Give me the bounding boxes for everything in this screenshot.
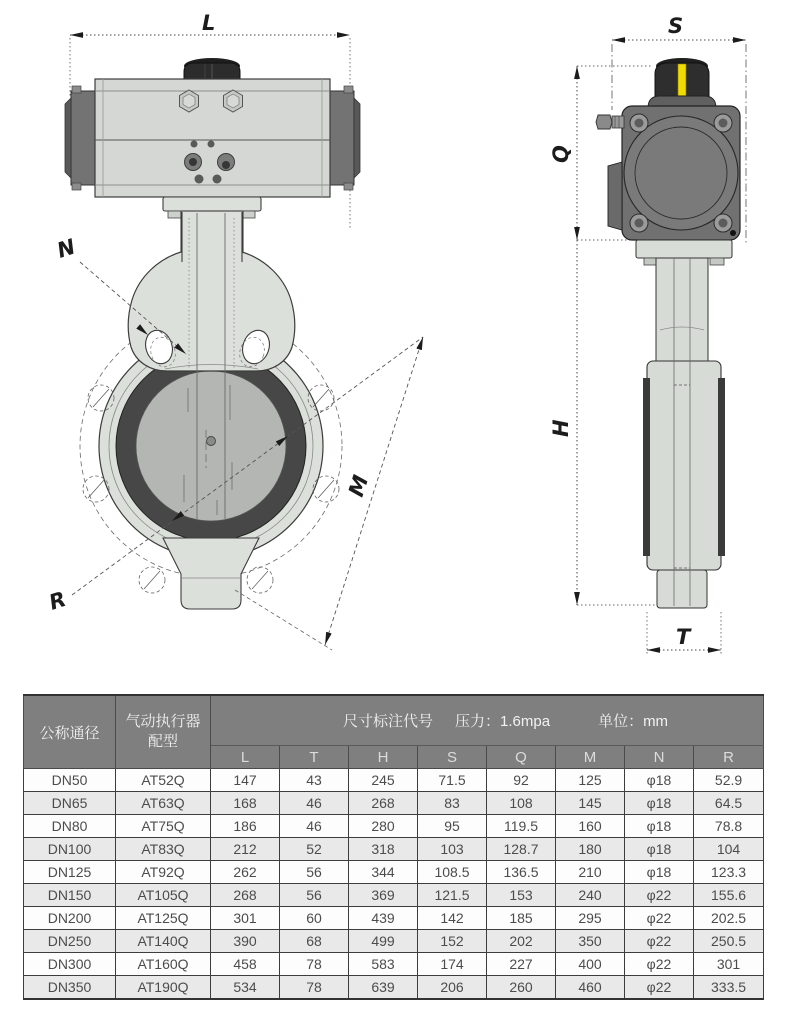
dimension-value-cell: 128.7 <box>487 838 556 861</box>
dimension-value-cell: 83 <box>418 792 487 815</box>
col-header-T: T <box>280 746 349 769</box>
valve-disc <box>136 371 286 521</box>
table-row <box>24 930 764 953</box>
col-header-Q: Q <box>487 746 556 769</box>
dimension-value-cell: 245 <box>349 769 418 792</box>
actuator-model-cell: AT52Q <box>116 769 211 792</box>
dim-label-m: M <box>343 472 374 500</box>
spec-table-body <box>24 769 764 1000</box>
table-row <box>24 884 764 907</box>
dimension-value-cell: 301 <box>211 907 280 930</box>
dimension-value-cell: 68 <box>280 930 349 953</box>
table-row <box>24 907 764 930</box>
dimension-value-cell: 108.5 <box>418 861 487 884</box>
dn-cell: DN300 <box>24 953 116 976</box>
dimension-value-cell: 202.5 <box>694 907 764 930</box>
dimension-value-cell: 95 <box>418 815 487 838</box>
dn-cell: DN350 <box>24 976 116 1000</box>
table-row <box>24 815 764 838</box>
dimension-value-cell: 155.6 <box>694 884 764 907</box>
table-row <box>24 953 764 976</box>
corner-bolt <box>714 214 732 232</box>
header-nominal-diameter: 公称通径 <box>24 695 116 769</box>
dimension-value-cell: 499 <box>349 930 418 953</box>
front-view <box>46 11 423 650</box>
dimension-value-cell: 46 <box>280 792 349 815</box>
dimension-value-cell: 152 <box>418 930 487 953</box>
actuator-model-cell: AT75Q <box>116 815 211 838</box>
dimension-value-cell: 147 <box>211 769 280 792</box>
actuator-side <box>596 58 740 240</box>
dimension-value-cell: 534 <box>211 976 280 1000</box>
dimension-value-cell: 344 <box>349 861 418 884</box>
header-actuator-model <box>116 695 211 769</box>
dimension-value-cell: 174 <box>418 953 487 976</box>
col-header-L: L <box>211 746 280 769</box>
col-header-S: S <box>418 746 487 769</box>
corner-bolt <box>630 114 648 132</box>
spec-table-header <box>24 695 764 769</box>
dimension-value-cell: 60 <box>280 907 349 930</box>
dim-label-l: L <box>202 11 216 35</box>
dn-cell: DN200 <box>24 907 116 930</box>
dimension-value-cell: 268 <box>211 884 280 907</box>
dn-cell: DN100 <box>24 838 116 861</box>
body-side <box>647 361 721 570</box>
dimension-value-cell: 212 <box>211 838 280 861</box>
dimension-value-cell: 56 <box>280 861 349 884</box>
dimension-value-cell: φ18 <box>625 815 694 838</box>
dimension-value-cell: 119.5 <box>487 815 556 838</box>
dimension-value-cell: 260 <box>487 976 556 1000</box>
dimension-value-cell: 104 <box>694 838 764 861</box>
dim-label-s: S <box>668 14 684 38</box>
dimension-value-cell: 210 <box>556 861 625 884</box>
dimension-value-cell: 250.5 <box>694 930 764 953</box>
corner-bolt <box>630 214 648 232</box>
dn-cell: DN80 <box>24 815 116 838</box>
dimension-T <box>647 612 721 655</box>
header-actuator-line1: 气动执行器 <box>125 712 201 730</box>
header-actuator-line2: 配型 <box>147 733 178 750</box>
dimension-value-cell: 227 <box>487 953 556 976</box>
dimension-value-cell: 56 <box>280 884 349 907</box>
spec-table <box>23 694 764 1000</box>
header-dims-title: 尺寸标注代号 <box>343 713 434 730</box>
col-header-R: R <box>694 746 764 769</box>
actuator-model-cell: AT63Q <box>116 792 211 815</box>
dimension-value-cell: 160 <box>556 815 625 838</box>
dim-label-r: R <box>46 586 69 615</box>
dim-label-t: T <box>676 625 691 649</box>
dimension-value-cell: 123.3 <box>694 861 764 884</box>
col-header-M: M <box>556 746 625 769</box>
dimension-value-cell: 318 <box>349 838 418 861</box>
bracket-plate-side <box>636 240 732 258</box>
dim-label-h: H <box>549 419 573 437</box>
dimension-value-cell: 458 <box>211 953 280 976</box>
bottom-stem-boss <box>163 538 259 609</box>
table-row <box>24 838 764 861</box>
dimension-value-cell: 71.5 <box>418 769 487 792</box>
dimension-value-cell: 142 <box>418 907 487 930</box>
header-pressure: 压力：1.6mpa <box>455 713 551 730</box>
dimension-value-cell: 583 <box>349 953 418 976</box>
dimension-value-cell: 639 <box>349 976 418 1000</box>
actuator-model-cell: AT140Q <box>116 930 211 953</box>
col-header-H: H <box>349 746 418 769</box>
dimension-value-cell: φ18 <box>625 769 694 792</box>
dim-label-n: N <box>54 234 79 263</box>
dimension-value-cell: 400 <box>556 953 625 976</box>
hex-bolt <box>224 90 243 112</box>
upper-stem-side <box>656 258 708 363</box>
actuator-end-cap-right <box>328 91 354 185</box>
table-row <box>24 792 764 815</box>
dn-cell: DN150 <box>24 884 116 907</box>
actuator-face-circle <box>624 116 738 230</box>
col-header-N: N <box>625 746 694 769</box>
side-view <box>549 14 746 655</box>
actuator-model-cell: AT190Q <box>116 976 211 1000</box>
seat-edge-right <box>718 378 725 556</box>
dimension-value-cell: φ18 <box>625 861 694 884</box>
dimension-value-cell: 78 <box>280 976 349 1000</box>
dimension-value-cell: 92 <box>487 769 556 792</box>
header-dimension-span <box>211 695 764 746</box>
dn-cell: DN250 <box>24 930 116 953</box>
dimension-value-cell: 64.5 <box>694 792 764 815</box>
actuator-model-cell: AT125Q <box>116 907 211 930</box>
dimension-value-cell: 145 <box>556 792 625 815</box>
dimension-value-cell: 350 <box>556 930 625 953</box>
dimension-value-cell: 460 <box>556 976 625 1000</box>
dimension-value-cell: 333.5 <box>694 976 764 1000</box>
bottom-stem-side <box>657 570 707 608</box>
dimension-value-cell: 439 <box>349 907 418 930</box>
dimension-value-cell: φ18 <box>625 792 694 815</box>
dn-cell: DN125 <box>24 861 116 884</box>
dimension-value-cell: 268 <box>349 792 418 815</box>
actuator-model-cell: AT105Q <box>116 884 211 907</box>
table-row <box>24 861 764 884</box>
actuator-front <box>65 58 360 197</box>
dimension-value-cell: 121.5 <box>418 884 487 907</box>
spec-table-section <box>23 694 764 1000</box>
table-row <box>24 976 764 1000</box>
dimension-value-cell: 52 <box>280 838 349 861</box>
dimension-value-cell: 125 <box>556 769 625 792</box>
dimension-value-cell: 108 <box>487 792 556 815</box>
dimension-value-cell: φ22 <box>625 976 694 1000</box>
dimension-value-cell: 206 <box>418 976 487 1000</box>
actuator-end-cap-left <box>71 91 97 185</box>
dimension-value-cell: φ18 <box>625 838 694 861</box>
header-unit: 单位：mm <box>598 713 669 730</box>
actuator-model-cell: AT160Q <box>116 953 211 976</box>
corner-bolt <box>714 114 732 132</box>
dn-cell: DN65 <box>24 792 116 815</box>
actuator-cylinder-body <box>95 79 330 197</box>
hex-bolt <box>180 90 199 112</box>
valve-body-front <box>80 212 342 609</box>
dimension-value-cell: 103 <box>418 838 487 861</box>
valve-body-side <box>636 240 732 608</box>
seat-edge-left <box>643 378 650 556</box>
dimension-value-cell: 295 <box>556 907 625 930</box>
dimension-value-cell: 52.9 <box>694 769 764 792</box>
air-fitting <box>596 115 624 129</box>
dimension-value-cell: φ22 <box>625 884 694 907</box>
dimension-value-cell: 280 <box>349 815 418 838</box>
actuator-model-cell: AT83Q <box>116 838 211 861</box>
dn-cell: DN50 <box>24 769 116 792</box>
disc-center-pin <box>207 437 216 446</box>
dimension-value-cell: 301 <box>694 953 764 976</box>
actuator-model-cell: AT92Q <box>116 861 211 884</box>
dimension-value-cell: 46 <box>280 815 349 838</box>
dimension-value-cell: φ22 <box>625 930 694 953</box>
dimension-value-cell: 186 <box>211 815 280 838</box>
dimension-value-cell: 369 <box>349 884 418 907</box>
dim-label-q: Q <box>549 145 573 163</box>
side-step-block <box>608 162 622 230</box>
dimension-value-cell: 136.5 <box>487 861 556 884</box>
dimension-value-cell: 185 <box>487 907 556 930</box>
dimension-value-cell: 168 <box>211 792 280 815</box>
dimension-value-cell: φ22 <box>625 953 694 976</box>
table-row <box>24 769 764 792</box>
dimension-value-cell: 180 <box>556 838 625 861</box>
dimension-value-cell: φ22 <box>625 907 694 930</box>
dimension-value-cell: 78.8 <box>694 815 764 838</box>
dimension-value-cell: 153 <box>487 884 556 907</box>
dimension-value-cell: 202 <box>487 930 556 953</box>
dimension-value-cell: 78 <box>280 953 349 976</box>
dimension-value-cell: 390 <box>211 930 280 953</box>
dimension-value-cell: 240 <box>556 884 625 907</box>
dimension-value-cell: 262 <box>211 861 280 884</box>
dimension-value-cell: 43 <box>280 769 349 792</box>
